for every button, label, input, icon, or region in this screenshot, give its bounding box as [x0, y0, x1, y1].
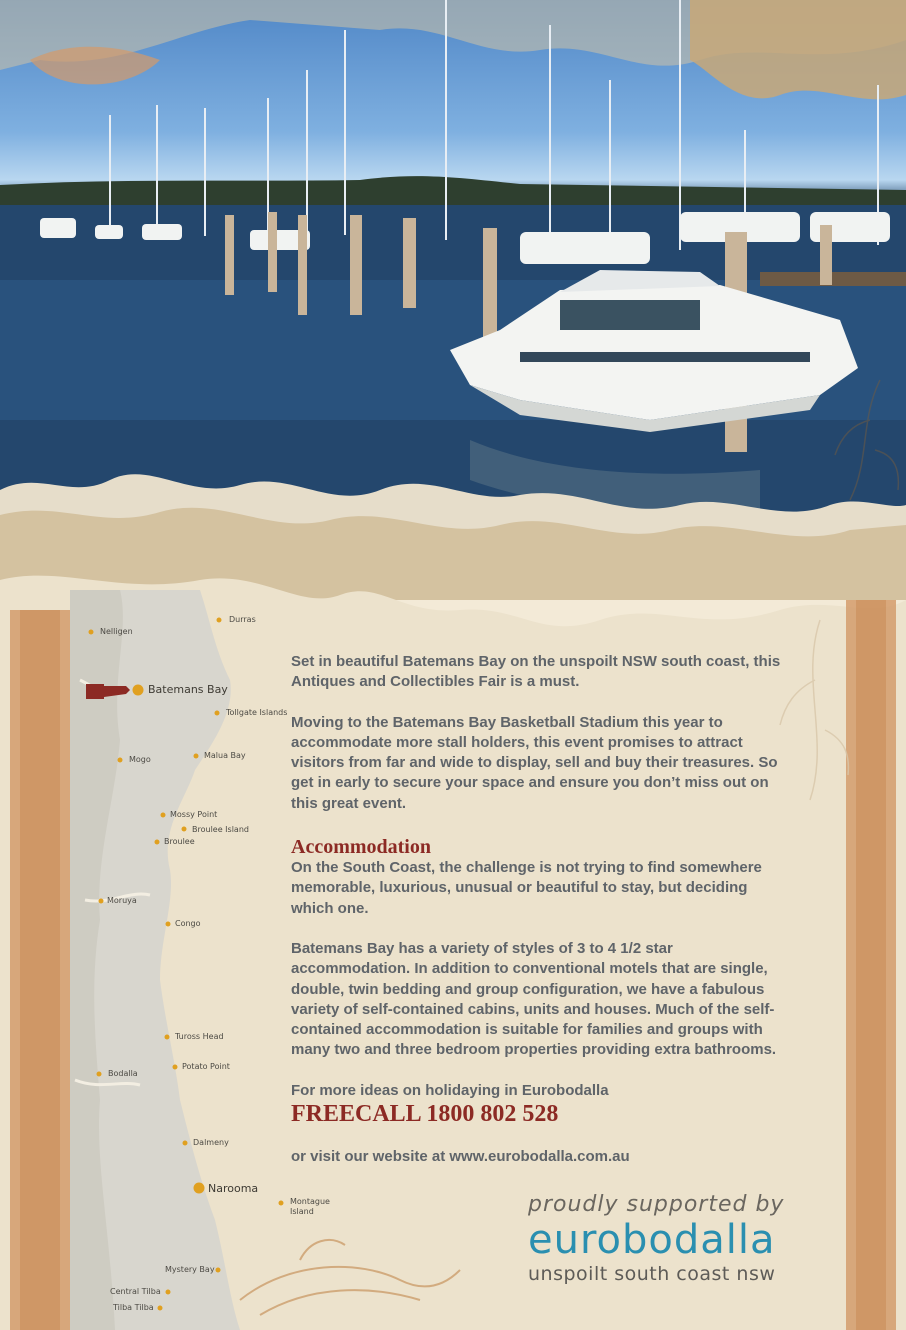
- map-label-montague-island: Montague Island: [290, 1197, 330, 1216]
- intro-paragraph: Set in beautiful Batemans Bay on the unspoilt NSW south coast, this Antiques and Collectibles Fair is a must.: [291, 653, 781, 691]
- map-label-mogo: Mogo: [129, 755, 151, 764]
- map-label-malua-bay: Malua Bay: [204, 751, 246, 760]
- styles-paragraph: Batemans Bay has a variety of styles of 3 to 4 1/2 star accommodation. In addition to conventional motels that are single, double, twin bedding and group configuration, we have a fabulous variety of self-contained cabins, units and houses. Much of the self-contained accommodation is suitable for families and groups with many two and three bedroom properties providing extra bathrooms.: [291, 939, 777, 1059]
- map-label-congo: Congo: [175, 919, 201, 928]
- map-label-potato-point: Potato Point: [182, 1062, 230, 1071]
- logo-tagline: proudly supported by: [528, 1192, 785, 1217]
- logo-brand: eurobodalla: [528, 1217, 776, 1263]
- map-label-moruya: Moruya: [107, 896, 137, 905]
- map-label-nelligen: Nelligen: [100, 627, 133, 636]
- map-label-bodalla: Bodalla: [108, 1069, 138, 1078]
- map-label-batemans-bay: Batemans Bay: [148, 683, 228, 696]
- map-label-tollgate-islands: Tollgate Islands: [226, 708, 288, 717]
- map-label-mystery-bay: Mystery Bay: [165, 1265, 215, 1274]
- map-label-broulee-island: Broulee Island: [192, 825, 249, 834]
- map-label-tilba-tilba: Tilba Tilba: [113, 1303, 154, 1312]
- map-label-durras: Durras: [229, 615, 256, 624]
- accommodation-paragraph: On the South Coast, the challenge is not trying to find somewhere memorable, luxurious, unusual or beautiful to stay, but deciding which one.: [291, 859, 762, 917]
- website-link[interactable]: or visit our website at www.eurobodalla.com.au: [291, 1148, 630, 1166]
- map-label-mossy-point: Mossy Point: [170, 810, 218, 819]
- eurobodalla-logo: [528, 1192, 818, 1285]
- more-ideas-text: For more ideas on holidaying in Eurobodalla: [291, 1081, 609, 1099]
- moving-paragraph: Moving to the Batemans Bay Basketball Stadium this year to accommodate more stall holders, this event promises to attract visitors from far and wide to display, sell and buy their treasures. So get in early to secure your space and ensure you don’t miss out on this great event.: [291, 713, 778, 812]
- map-label-central-tilba: Central Tilba: [110, 1287, 161, 1296]
- accommodation-heading: Accommodation: [291, 836, 431, 859]
- pointer-hand-icon: [86, 684, 130, 699]
- map-label-tuross-head: Tuross Head: [175, 1032, 224, 1041]
- map-label-broulee: Broulee: [164, 837, 195, 846]
- map-label-narooma: Narooma: [208, 1182, 259, 1195]
- map-label-dalmeny: Dalmeny: [193, 1138, 229, 1147]
- body-copy: [291, 652, 791, 1167]
- logo-subtitle: unspoilt south coast nsw: [528, 1263, 776, 1285]
- freecall-number[interactable]: FREECALL 1800 802 528: [291, 1101, 559, 1128]
